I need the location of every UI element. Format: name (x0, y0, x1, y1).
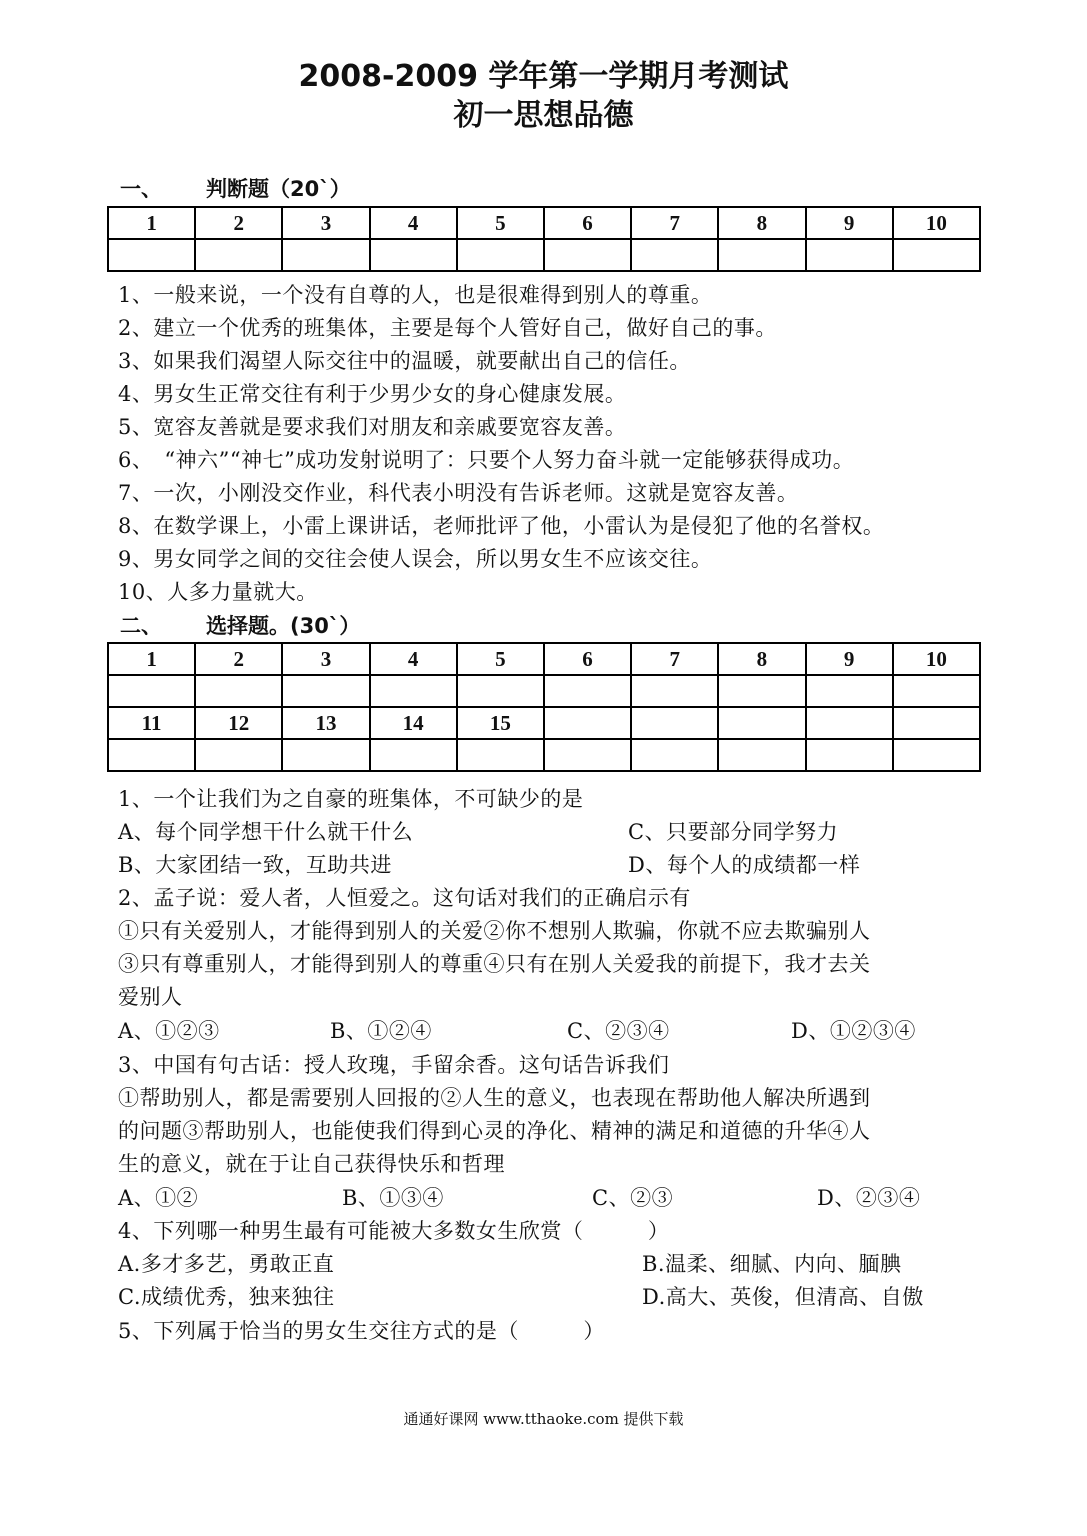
mc-question-1-option-c: C、只要部分同学努力 (628, 820, 839, 844)
mc-question-3-option-a: A、①② (118, 1186, 199, 1210)
answer-cell[interactable] (195, 675, 282, 707)
answer-cell[interactable] (631, 239, 718, 271)
table-header-cell (806, 707, 893, 739)
section2-answer-row (108, 675, 980, 707)
answer-cell[interactable] (108, 675, 195, 707)
table-header-cell (893, 707, 980, 739)
mc-question-2-option-d: D、①②③④ (791, 1019, 916, 1043)
section2-header-row (108, 643, 980, 675)
table-header-cell: 3 (282, 207, 369, 239)
table-header-cell: 14 (370, 707, 457, 739)
table-header-cell: 3 (282, 643, 369, 675)
table-header-cell: 1 (108, 207, 195, 239)
tf-question-8: 8、在数学课上，小雷上课讲话，老师批评了他，小雷认为是侵犯了他的名誉权。 (118, 514, 885, 538)
table-header-cell: 15 (457, 707, 544, 739)
answer-cell[interactable] (718, 739, 805, 771)
answer-cell[interactable] (282, 739, 369, 771)
answer-cell[interactable] (457, 239, 544, 271)
answer-cell[interactable] (370, 739, 457, 771)
mc-question-3-statements-line3: 生的意义，就在于让自己获得快乐和哲理 (118, 1152, 505, 1176)
table-header-cell: 7 (631, 643, 718, 675)
tf-question-2: 2、建立一个优秀的班集体，主要是每个人管好自己，做好自己的事。 (118, 316, 777, 340)
section2-answer-row-2 (108, 739, 980, 771)
mc-question-4-option-a: A.多才多艺，勇敢正直 (118, 1252, 335, 1276)
mc-question-1-option-d: D、每个人的成绩都一样 (628, 853, 861, 877)
mc-question-1-option-b: B、大家团结一致，互助共进 (118, 853, 392, 877)
answer-cell[interactable] (195, 739, 282, 771)
mc-question-2-stem: 2、孟子说：爱人者，人恒爱之。这句话对我们的正确启示有 (118, 886, 691, 910)
table-header-cell: 5 (457, 207, 544, 239)
section2-title: 选择题。(30`） (206, 614, 361, 638)
mc-question-2-option-b: B、①②④ (330, 1019, 432, 1043)
mc-question-3-statements-line2: 的问题③帮助别人，也能使我们得到心灵的净化、精神的满足和道德的升华④人 (118, 1119, 871, 1143)
answer-cell[interactable] (718, 675, 805, 707)
mc-question-2-option-a: A、①②③ (118, 1019, 220, 1043)
table-header-cell: 4 (370, 207, 457, 239)
section1-answer-row (108, 239, 980, 271)
tf-question-3: 3、如果我们渴望人际交往中的温暖，就要献出自己的信任。 (118, 349, 691, 373)
table-header-cell: 6 (544, 207, 631, 239)
answer-cell[interactable] (631, 739, 718, 771)
answer-cell[interactable] (806, 675, 893, 707)
answer-cell[interactable] (108, 239, 195, 271)
tf-question-9: 9、男女同学之间的交往会使人误会，所以男女生不应该交往。 (118, 547, 713, 571)
table-header-cell: 5 (457, 643, 544, 675)
table-header-cell: 9 (806, 643, 893, 675)
table-header-cell: 4 (370, 643, 457, 675)
mc-question-4-option-b: B.温柔、细腻、内向、腼腆 (642, 1252, 902, 1276)
table-header-cell: 8 (718, 207, 805, 239)
mc-question-3-stem: 3、中国有句古话：授人玫瑰，手留余香。这句话告诉我们 (118, 1053, 670, 1077)
answer-cell[interactable] (806, 739, 893, 771)
table-header-cell: 11 (108, 707, 195, 739)
table-header-cell: 8 (718, 643, 805, 675)
table-header-cell: 13 (282, 707, 369, 739)
section2-number: 二、 (120, 614, 162, 638)
table-header-cell: 12 (195, 707, 282, 739)
mc-question-3-option-c: C、②③ (592, 1186, 674, 1210)
mc-question-2-statements-line1: ①只有关爱别人，才能得到别人的关爱②你不想别人欺骗，你就不应去欺骗别人 (118, 919, 871, 943)
table-header-cell: 10 (893, 643, 980, 675)
section2-heading (120, 612, 360, 640)
table-header-cell: 9 (806, 207, 893, 239)
answer-cell[interactable] (370, 239, 457, 271)
answer-cell[interactable] (282, 239, 369, 271)
section1-header-row (108, 207, 980, 239)
mc-question-5-stem: 5、下列属于恰当的男女生交往方式的是（ ） (118, 1319, 605, 1343)
answer-cell[interactable] (893, 739, 980, 771)
table-header-cell: 7 (631, 207, 718, 239)
section1-title: 判断题（20`） (206, 177, 351, 201)
page-subtitle: 初一思想品德 (453, 98, 634, 133)
table-header-cell (718, 707, 805, 739)
page-title: 2008-2009 学年第一学期月考测试 (298, 59, 789, 94)
tf-question-5: 5、宽容友善就是要求我们对朋友和亲戚要宽容友善。 (118, 415, 627, 439)
tf-question-7: 7、一次，小刚没交作业，科代表小明没有告诉老师。这就是宽容友善。 (118, 481, 799, 505)
mc-question-2-option-c: C、②③④ (567, 1019, 670, 1043)
mc-question-4-stem: 4、下列哪一种男生最有可能被大多数女生欣赏（ ） (118, 1219, 670, 1243)
table-header-cell: 2 (195, 643, 282, 675)
table-header-cell: 10 (893, 207, 980, 239)
tf-question-4: 4、男女生正常交往有利于少男少女的身心健康发展。 (118, 382, 627, 406)
answer-cell[interactable] (370, 675, 457, 707)
mc-question-3-statements-line1: ①帮助别人，都是需要别人回报的②人生的意义，也表现在帮助他人解决所遇到 (118, 1086, 871, 1110)
mc-question-3-option-d: D、②③④ (817, 1186, 921, 1210)
table-header-cell: 1 (108, 643, 195, 675)
mc-question-3-option-b: B、①③④ (342, 1186, 444, 1210)
answer-cell[interactable] (893, 675, 980, 707)
section1-answer-table (107, 206, 981, 272)
tf-question-10: 10、人多力量就大。 (118, 580, 318, 604)
section1-heading (120, 175, 351, 203)
mc-question-4-option-c: C.成绩优秀，独来独往 (118, 1285, 335, 1309)
mc-question-1-option-a: A、每个同学想干什么就干什么 (118, 820, 414, 844)
table-header-cell (631, 707, 718, 739)
mc-question-4-option-d: D.高大、英俊，但清高、自傲 (642, 1285, 924, 1309)
answer-cell[interactable] (544, 239, 631, 271)
table-header-cell: 2 (195, 207, 282, 239)
table-header-cell: 6 (544, 643, 631, 675)
answer-cell[interactable] (544, 675, 631, 707)
tf-question-1: 1、一般来说，一个没有自尊的人，也是很难得到别人的尊重。 (118, 283, 713, 307)
answer-cell[interactable] (631, 675, 718, 707)
answer-cell[interactable] (108, 739, 195, 771)
mc-question-1-stem: 1、一个让我们为之自豪的班集体，不可缺少的是 (118, 787, 584, 811)
table-header-cell (544, 707, 631, 739)
answer-cell[interactable] (806, 239, 893, 271)
mc-question-2-statements-line3: 爱别人 (118, 985, 183, 1009)
answer-cell[interactable] (544, 739, 631, 771)
section1-number: 一、 (120, 177, 162, 201)
answer-cell[interactable] (893, 239, 980, 271)
answer-cell[interactable] (457, 739, 544, 771)
tf-question-6: 6、 “神六”“神七”成功发射说明了：只要个人努力奋斗就一定能够获得成功。 (118, 448, 855, 472)
answer-cell[interactable] (457, 675, 544, 707)
answer-cell[interactable] (282, 675, 369, 707)
answer-cell[interactable] (195, 239, 282, 271)
section2-answer-table (107, 642, 981, 772)
answer-cell[interactable] (718, 239, 805, 271)
page-footer: 通通好课网 www.tthaoke.com 提供下载 (403, 1410, 684, 1428)
mc-question-2-statements-line2: ③只有尊重别人，才能得到别人的尊重④只有在别人关爱我的前提下，我才去关 (118, 952, 871, 976)
section2-header-row-2 (108, 707, 980, 739)
